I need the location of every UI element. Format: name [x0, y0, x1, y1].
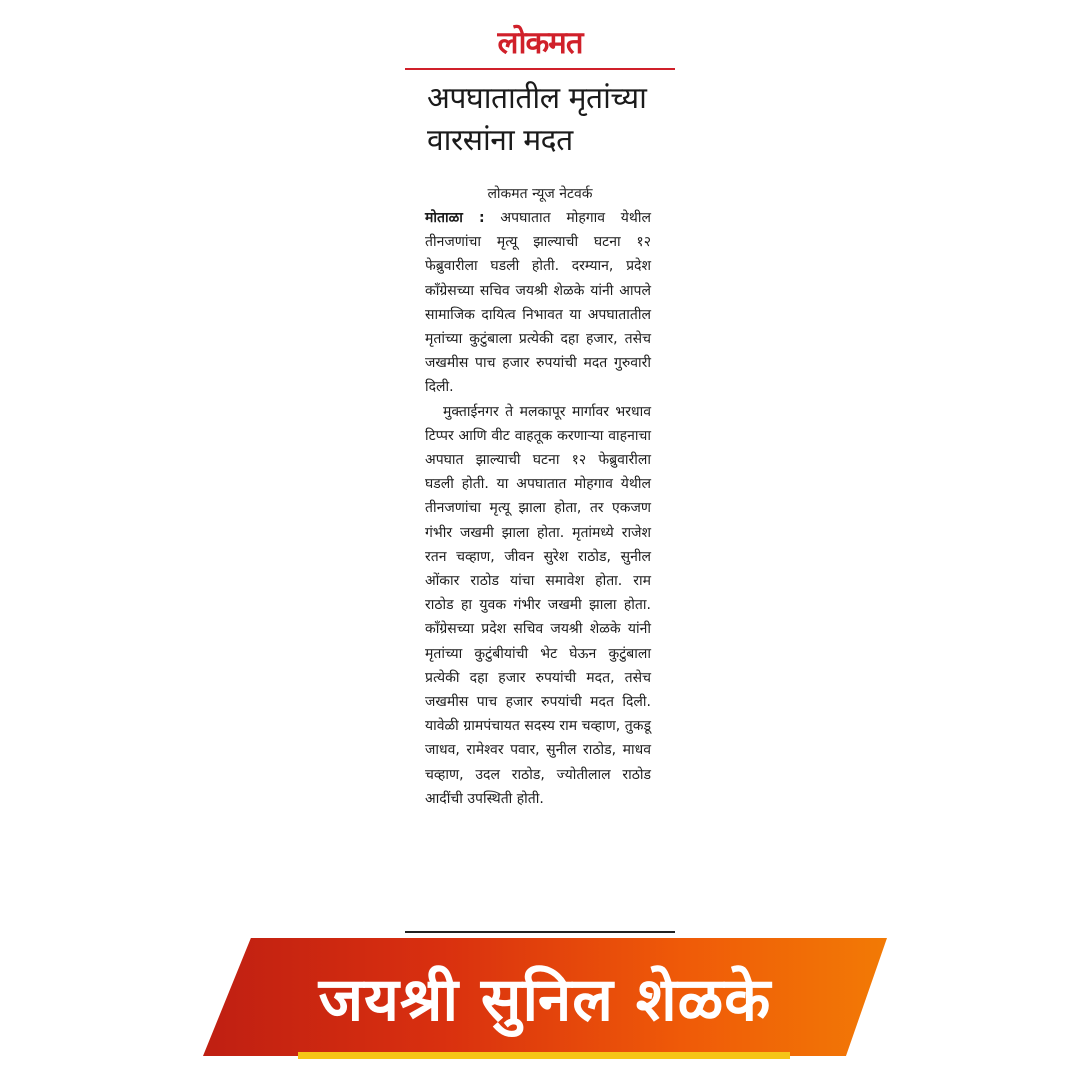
- article-dateline: मोताळा :: [425, 210, 485, 226]
- newspaper-masthead-logo: लोकमत: [497, 25, 583, 61]
- article-headline: अपघातातील मृतांच्या वारसांना मदत: [427, 81, 647, 158]
- banner-name: जयश्री सुनिल शेळके: [318, 965, 772, 1035]
- paragraph-1-text: अपघातात मोहगाव येथील तीनजणांचा मृत्यू झाल्याची घटना १२ फेब्रुवारीला घडली होती. दरम्यान, प्रदेश काँग्रेसच्या सचिव जयश्री शेळके यांनी आपले सामाजिक दायित्व निभावत या अपघातातील मृतांच्या कुटुंबाला प्रत्येकी दहा हजार, तसेच जखमीस पाच हजार रुपयांची मदत गुरुवारी दिली.: [425, 210, 651, 396]
- newspaper-clipping: [405, 20, 675, 935]
- article-paragraph-2: मुक्ताईनगर ते मलकापूर मार्गावर भरधाव टिप्पर आणि वीट वाहतूक करणाऱ्या वाहनाचा अपघात झाल्याची घटना १२ फेब्रुवारीला घडली होती. या अपघातात मोहगाव येथील तीनजणांचा मृत्यू झाला होता, तर एकजण गंभीर जखमी झाला होता. मृतांमध्ये राजेश रतन चव्हाण, जीवन सुरेश राठोड, सुनील ओंकार राठोड यांचा समावेश होता. राम राठोड हा युवक गंभीर जखमी झाला होता. काँग्रेसच्या प्रदेश सचिव जयश्री शेळके यांनी मृतांच्या कुटुंबीयांची भेट घेऊन कुटुंबाला प्रत्येकी दहा हजार रुपयांची मदत, तसेच जखमीस पाच हजार रुपयांची मदत दिली. यावेळी ग्रामपंचायत सदस्य राम चव्हाण, तुकडू जाधव, रामेश्वर पवार, सुनील राठोड, माधव चव्हाण, उदल राठोड, ज्योतीलाल राठोड आदींची उपस्थिती होती.: [425, 403, 651, 807]
- article-body: [425, 206, 651, 811]
- clipping-bottom-divider: [405, 931, 675, 933]
- masthead-divider: [405, 68, 675, 70]
- article-paragraph-1: [425, 206, 651, 400]
- name-banner: [0, 938, 1080, 1063]
- banner-underline: [298, 1052, 790, 1059]
- article-byline: लोकमत न्यूज नेटवर्क: [487, 186, 593, 202]
